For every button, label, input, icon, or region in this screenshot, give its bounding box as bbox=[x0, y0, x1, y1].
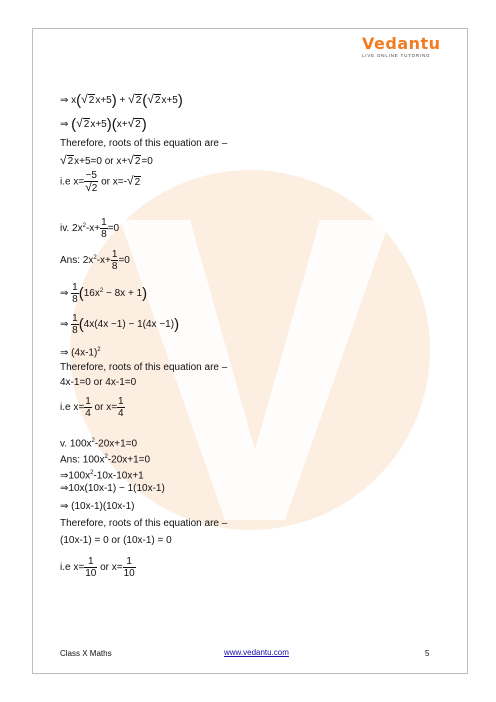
text-line: Therefore, roots of this equation are – bbox=[60, 362, 228, 373]
equation-line: ⇒ (√2x+5)(x+√2) bbox=[60, 116, 147, 133]
text-line: Therefore, roots of this equation are – bbox=[60, 518, 228, 529]
text-line: Therefore, roots of this equation are – bbox=[60, 138, 228, 149]
equation-line: ⇒ $(4x-1)^2$ bbox=[60, 347, 101, 359]
vedantu-logo bbox=[362, 34, 442, 58]
equation-line: i.e x= $\frac{-5}{√2}$ or x=-√2 bbox=[60, 170, 141, 194]
logo-tagline: LIVE ONLINE TUTORING bbox=[362, 53, 431, 58]
logo-text: Vedantu bbox=[362, 34, 441, 53]
equation-line: iv. $2x^2-x+$ $\frac{1}{8}$ =0 bbox=[60, 217, 120, 240]
equation-line: Ans: $100x^2-20x+1=0$ bbox=[60, 454, 151, 466]
equation-line: Ans: $2x^2-x+$ $\frac{1}{8}$ =0 bbox=[60, 249, 130, 272]
equation-line: $\Rightarrow 100x^2-10x-10x+1$ bbox=[60, 470, 144, 482]
footer-website-link[interactable]: www.vedantu.com bbox=[224, 648, 289, 657]
page-number: 5 bbox=[425, 649, 430, 658]
equation-line: ⇒ $\frac{1}{8}$ (4x(4x −1) − 1(4x −1)) bbox=[60, 313, 180, 336]
equation-line: i.e x= $\frac{1}{4}$ or x= $\frac{1}{4}$ bbox=[60, 396, 124, 419]
equation-line: ⇒ x(√2x+5) + √2(√2x+5) bbox=[60, 92, 183, 109]
equation-line: √2x+5=0 or x+√2=0 bbox=[60, 153, 153, 167]
footer-course-label: Class X Maths bbox=[60, 649, 112, 658]
equation-line: i.e x= $\frac{1}{10}$ or x= $\frac{1}{10}$ bbox=[60, 556, 135, 579]
equation-line: ⇒ (10x-1)(10x-1) bbox=[60, 501, 135, 512]
equation-line: 4x-1=0 or 4x-1=0 bbox=[60, 377, 137, 388]
equation-line: ⇒ $\frac{1}{8}$ $(16x^2 - 8x + 1)$ bbox=[60, 282, 148, 305]
equation-line: v. $100x^2-20x+1=0$ bbox=[60, 438, 138, 450]
equation-line: ⇒10x(10x-1) − 1(10x-1) bbox=[60, 483, 165, 494]
equation-line: (10x-1) = 0 or (10x-1) = 0 bbox=[60, 535, 172, 546]
